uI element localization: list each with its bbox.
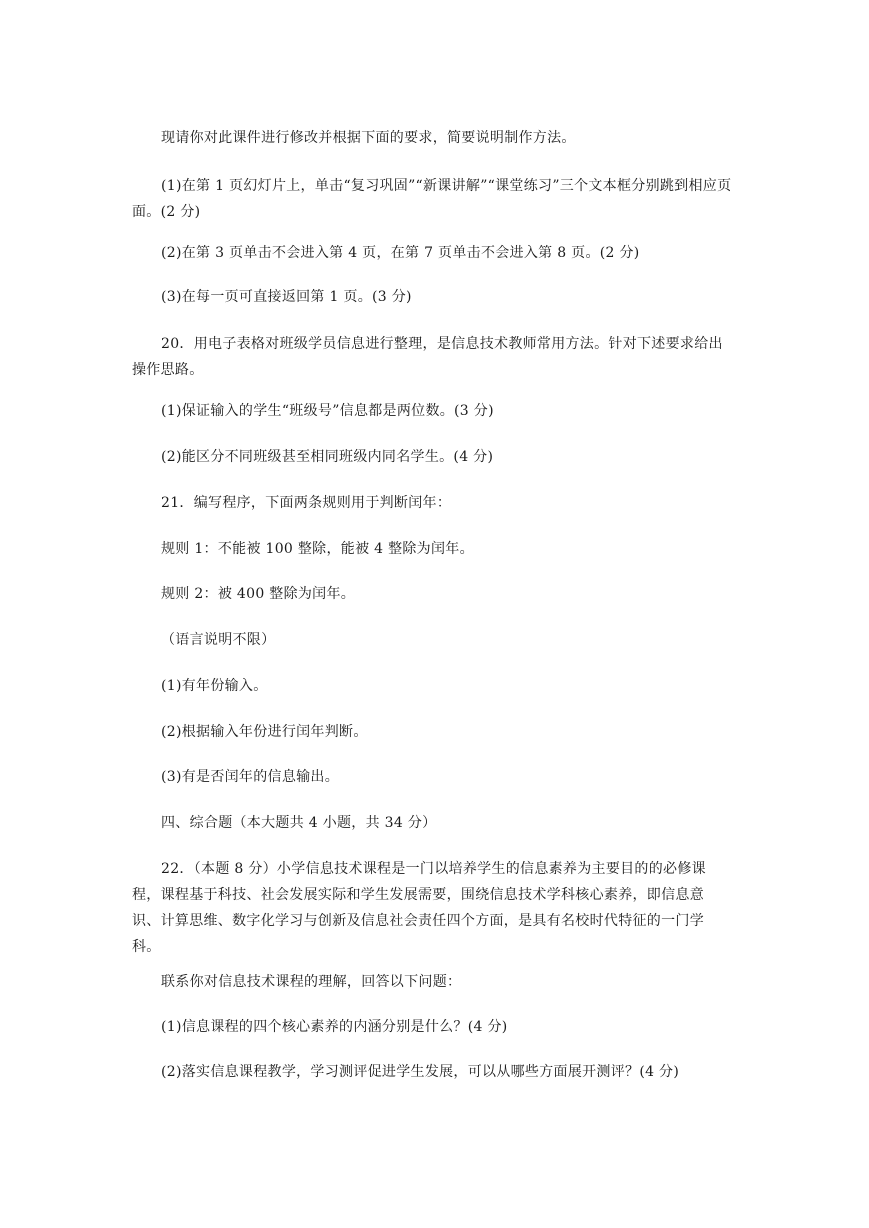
paragraph-q21-part3: (3)有是否闰年的信息输出。 xyxy=(161,769,340,785)
paragraph-q20: 20．用电子表格对班级学员信息进行整理，是信息技术教师常用方法。针对下述要求给出操作思路。 xyxy=(132,336,723,378)
paragraph-rule2: 规则 2：被 400 整除为闰年。 xyxy=(161,586,356,602)
paragraph-q19-part3: (3)在每一页可直接返回第 1 页。(3 分) xyxy=(161,289,412,305)
paragraph-q21: 21．编写程序，下面两条规则用于判断闰年： xyxy=(161,495,452,511)
paragraph-rule1: 规则 1：不能被 100 整除，能被 4 整除为闰年。 xyxy=(161,541,474,557)
paragraph-q22-prompt: 联系你对信息技术课程的理解，回答以下问题： xyxy=(161,974,462,990)
paragraph-q22-part2: (2)落实信息课程教学，学习测评促进学生发展，可以从哪些方面展开测评？(4 分) xyxy=(161,1064,680,1080)
paragraph-q19-part1: (1)在第 1 页幻灯片上，单击“复习巩固”“新课讲解”“课堂练习”三个文本框分别跳到相应页面。(2 分) xyxy=(132,178,732,220)
paragraph-q20-part2: (2)能区分不同班级甚至相同班级内同名学生。(4 分) xyxy=(161,449,494,465)
paragraph-q22-part1: (1)信息课程的四个核心素养的内涵分别是什么？(4 分) xyxy=(161,1019,508,1035)
paragraph-q20-part1: (1)保证输入的学生“班级号”信息都是两位数。(3 分) xyxy=(161,403,494,419)
paragraph-language-note: （语言说明不限） xyxy=(161,632,276,648)
paragraph-q19-part2: (2)在第 3 页单击不会进入第 4 页，在第 7 页单击不会进入第 8 页。(2 分) xyxy=(161,245,640,261)
paragraph-q22: 22．（本题 8 分）小学信息技术课程是一门以培养学生的信息素养为主要目的的必修课程，课程基于科技、社会发展实际和学生发展需要，围绕信息技术学科核心素养，即信息意识、计算思维、数字化学习与创新及信息社会责任四个方面，是具有名校时代特征的一门学科。 xyxy=(132,861,706,955)
section-heading: 四、综合题（本大题共 4 小题，共 34 分） xyxy=(161,815,437,831)
paragraph-q21-part1: (1)有年份输入。 xyxy=(161,678,268,694)
paragraph-intro: 现请你对此课件进行修改并根据下面的要求，简要说明制作方法。 xyxy=(161,130,576,146)
paragraph-q21-part2: (2)根据输入年份进行闰年判断。 xyxy=(161,724,368,740)
